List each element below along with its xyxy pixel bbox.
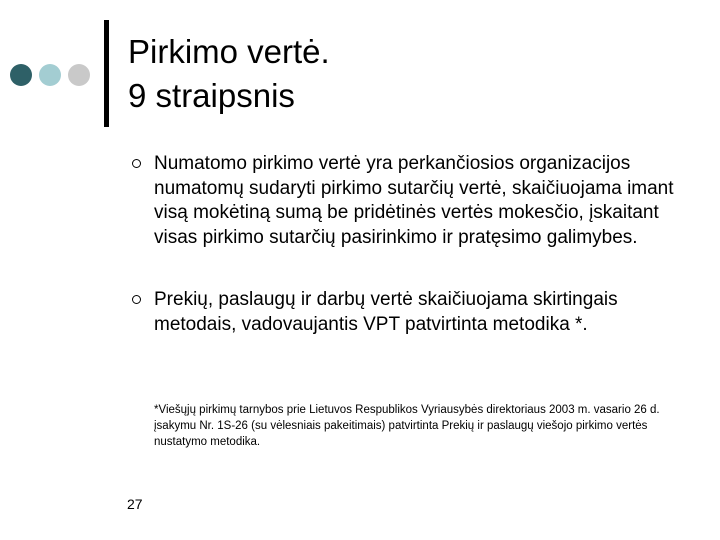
decorative-dots	[10, 64, 90, 86]
bullet-item	[132, 152, 692, 250]
title-line-2: 9 straipsnis	[128, 77, 295, 114]
title-divider	[104, 20, 109, 127]
bullet-text: Prekių, paslaugų ir darbų vertė skaičiuojama skirtingais metodais, vadovaujantis VPT patvirtinta metodika *.	[154, 289, 618, 335]
page-number: 27	[127, 496, 143, 512]
slide-title	[128, 30, 330, 118]
bullet-item	[132, 288, 692, 337]
dark-teal-dot-icon	[10, 64, 32, 86]
footnote: *Viešųjų pirkimų tarnybos prie Lietuvos Respublikos Vyriausybės direktoriaus 2003 m. vasario 26 d. įsakymu Nr. 1S-26 (su vėlesniais pakeitimais) patvirtinta Prekių ir paslaugų viešojo pirkimo vertės nustatymo metodika.	[154, 404, 660, 448]
bullet-text: Numatomo pirkimo vertė yra perkančiosios organizacijos numatomų sudaryti pirkimo sutarčių vertė, skaičiuojama imant visą mokėtiną sumą be pridėtinės vertės mokesčio, įskaitant visas pirkimo sutarčių pasirinkimo ir pratęsimo galimybes.	[154, 153, 674, 248]
gray-dot-icon	[68, 64, 90, 86]
title-line-1: Pirkimo vertė.	[128, 33, 330, 70]
bullet-circle-icon	[132, 159, 141, 168]
bullet-list	[132, 152, 692, 337]
light-teal-dot-icon	[39, 64, 61, 86]
bullet-circle-icon	[132, 295, 141, 304]
